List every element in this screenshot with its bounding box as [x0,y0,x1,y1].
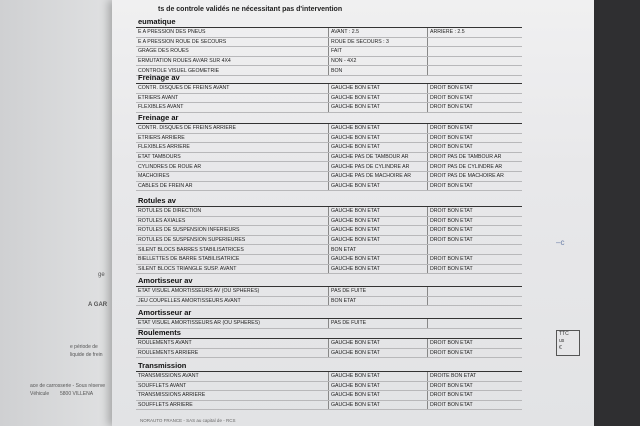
table-row [136,216,522,226]
item-label: ETAT VISUEL AMORTISSEURS AR (OU SPHERES) [136,319,329,328]
side-fragment: A GAR [88,302,108,308]
footer-text: NORAUTO FRANCE - SAS au capital de - RCS [140,418,236,423]
table-row [136,37,522,47]
item-label: ROTULES DE SUSPENSION SUPERIEURES [136,235,329,245]
left-status: GAUCHE BON ETAT [329,391,428,401]
right-status: DROIT BON ETAT [428,207,523,216]
right-status: DROIT BON ETAT [428,84,523,93]
item-label: ROTULES AXIALES [136,216,329,226]
left-status: GAUCHE PAS DE CYLINDRE AR [329,162,428,172]
item-label: ROTULES DE SUSPENSION INFERIEURS [136,226,329,236]
item-label: CONTR. DISQUES DE FREINS AVANT [136,84,329,93]
left-status: PAS DE FUITE [329,287,428,296]
table-row [136,124,522,133]
item-label: SOUFFLETS ARRIERE [136,400,329,410]
item-label: GRAGE DES ROUES [136,47,329,57]
side-fragment: 5800 VILLENA [60,391,94,397]
left-status: GAUCHE BON ETAT [329,339,428,348]
inspection-report-page [112,0,594,426]
table-row [136,254,522,264]
item-label: ETRIERS AVANT [136,93,329,103]
left-status: GAUCHE BON ETAT [329,264,428,274]
left-status: GAUCHE BON ETAT [329,133,428,143]
right-status [428,296,523,306]
item-label: ERMUTATION ROUES AV/AR SUR 4X4 [136,56,329,66]
left-status: GAUCHE BON ETAT [329,381,428,391]
section-table [136,207,522,274]
item-label: ROULEMENTS ARRIERE [136,348,329,358]
table-row [136,207,522,216]
right-status: DROIT BON ETAT [428,103,523,113]
left-status: GAUCHE BON ETAT [329,235,428,245]
left-status: GAUCHE BON ETAT [329,84,428,93]
table-row [136,181,522,191]
item-label: CABLES DE FREIN AR [136,181,329,191]
table-row [136,348,522,358]
section-title: Freinage av [136,73,522,84]
left-status: PAS DE FUITE [329,319,428,328]
section-title: Transmission [136,361,522,372]
left-status: GAUCHE BON ETAT [329,400,428,410]
side-fragment: ge [98,272,105,278]
left-status: AVANT : 2.5 [329,28,428,37]
section-table [136,339,522,358]
section-title: Amortisseur ar [136,308,522,319]
table-row [136,84,522,93]
left-status: GAUCHE BON ETAT [329,181,428,191]
side-fragment: liquide de frein [70,352,103,358]
left-status: GAUCHE BON ETAT [329,207,428,216]
table-row [136,245,522,255]
table-row [136,264,522,274]
side-fragment: e période de [70,344,98,350]
table-row [136,287,522,296]
left-status: BON ETAT [329,296,428,306]
right-status: DROIT BON ETAT [428,181,523,191]
left-status: GAUCHE PAS DE TAMBOUR AR [329,152,428,162]
item-label: CYLINDRES DE ROUE AR [136,162,329,172]
right-status: DROIT PAS DE CYLINDRE AR [428,162,523,172]
item-label: SILENT BLOCS TRIANGLE SUSP. AVANT [136,264,329,274]
table-row [136,319,522,328]
left-status: BON ETAT [329,245,428,255]
right-status: DROIT BON ETAT [428,216,523,226]
item-label: FLEXIBLES ARRIERE [136,143,329,153]
left-status: GAUCHE BON ETAT [329,216,428,226]
section [136,17,522,76]
section-table [136,28,522,76]
table-row [136,133,522,143]
right-status [428,37,523,47]
left-status: FAIT [329,47,428,57]
right-status [428,47,523,57]
left-status: ROUE DE SECOURS : 3 [329,37,428,47]
table-row [136,226,522,236]
table-row [136,143,522,153]
left-status: GAUCHE BON ETAT [329,124,428,133]
right-status: DROIT PAS DE MACHOIRE AR [428,171,523,181]
item-label: CONTR. DISQUES DE FREINS ARRIERE [136,124,329,133]
table-row [136,56,522,66]
right-status: DROIT BON ETAT [428,254,523,264]
section-title: Freinage ar [136,113,522,124]
left-status: GAUCHE BON ETAT [329,348,428,358]
table-row [136,372,522,381]
right-status: ARRIERE : 2.5 [428,28,523,37]
table-row [136,171,522,181]
item-label: BIELLETTES DE BARRE STABILISATRICE [136,254,329,264]
section-table [136,84,522,113]
left-status: GAUCHE PAS DE MACHOIRE AR [329,171,428,181]
right-status: DROIT BON ETAT [428,93,523,103]
item-label: ROTULES DE DIRECTION [136,207,329,216]
table-row [136,28,522,37]
left-status: GAUCHE BON ETAT [329,143,428,153]
table-row [136,339,522,348]
table-row [136,381,522,391]
table-row [136,296,522,306]
section [136,113,522,191]
item-label: SOUFFLETS AVANT [136,381,329,391]
right-status [428,245,523,255]
item-label: ETAT VISUEL AMORTISSEURS AV (OU SPHERES) [136,287,329,296]
right-status: DROIT BON ETAT [428,348,523,358]
item-label: ETAT TAMBOURS [136,152,329,162]
left-status: GAUCHE BON ETAT [329,93,428,103]
left-status: GAUCHE BON ETAT [329,254,428,264]
item-label: TRANSMISSIONS ARRIERE [136,391,329,401]
right-status: DROIT BON ETAT [428,235,523,245]
right-status: DROIT BON ETAT [428,143,523,153]
table-row [136,235,522,245]
table-row [136,47,522,57]
item-label: ROULEMENTS AVANT [136,339,329,348]
section-title: eumatique [136,17,522,28]
right-status: DROITE BON ETAT [428,372,523,381]
left-status: GAUCHE BON ETAT [329,226,428,236]
ttc-label: TTC [559,331,569,337]
right-status: DROIT BON ETAT [428,339,523,348]
pen-mark: –c [556,238,565,247]
section [136,361,522,410]
table-row [136,400,522,410]
table-row [136,162,522,172]
side-fragment: Véhicule [30,391,50,397]
left-status: GAUCHE BON ETAT [329,103,428,113]
item-label: E A PRESSION ROUE DE SECOURS [136,37,329,47]
section-table [136,372,522,410]
item-label: ETRIERS ARRIERE [136,133,329,143]
right-status: DROIT BON ETAT [428,391,523,401]
table-row [136,152,522,162]
right-status: DROIT BON ETAT [428,381,523,391]
right-status: DROIT BON ETAT [428,226,523,236]
section [136,328,522,358]
item-label: TRANSMISSIONS AVANT [136,372,329,381]
table-row [136,93,522,103]
table-row [136,391,522,401]
left-status: BON [329,66,428,76]
item-label: CONTROLE VISUEL GEOMETRIE [136,66,329,76]
section-table [136,124,522,191]
right-status: DROIT BON ETAT [428,400,523,410]
ttc-currency: € [559,345,562,351]
right-status [428,319,523,328]
side-fragment: ace de carrosserie - Sous réserve [30,383,106,389]
item-label: FLEXIBLES AVANT [136,103,329,113]
right-status: DROIT BON ETAT [428,133,523,143]
right-status [428,56,523,66]
section [136,308,522,329]
right-status: DROIT BON ETAT [428,124,523,133]
section-title: Roulements [136,328,522,339]
section-title: Amortisseur av [136,276,522,287]
right-status: DROIT PAS DE TAMBOUR AR [428,152,523,162]
right-status: DROIT BON ETAT [428,264,523,274]
item-label: SILENT BLOCS BARRES STABILISATRICES [136,245,329,255]
report-header: ts de controle validés ne nécessitant pas d'intervention [158,6,343,13]
left-status: GAUCHE BON ETAT [329,372,428,381]
table-row [136,103,522,113]
section [136,196,522,274]
item-label: E A PRESSION DES PNEUS [136,28,329,37]
section [136,73,522,113]
right-status [428,287,523,296]
item-label: MACHOIRES [136,171,329,181]
section-table [136,287,522,306]
left-status: NON - 4X2 [329,56,428,66]
ttc-box [556,330,580,356]
section [136,276,522,306]
item-label: JEU COUPELLES AMORTISSEURS AVANT [136,296,329,306]
ttc-unit: us [559,338,565,344]
section-title: Rotules av [136,196,522,207]
